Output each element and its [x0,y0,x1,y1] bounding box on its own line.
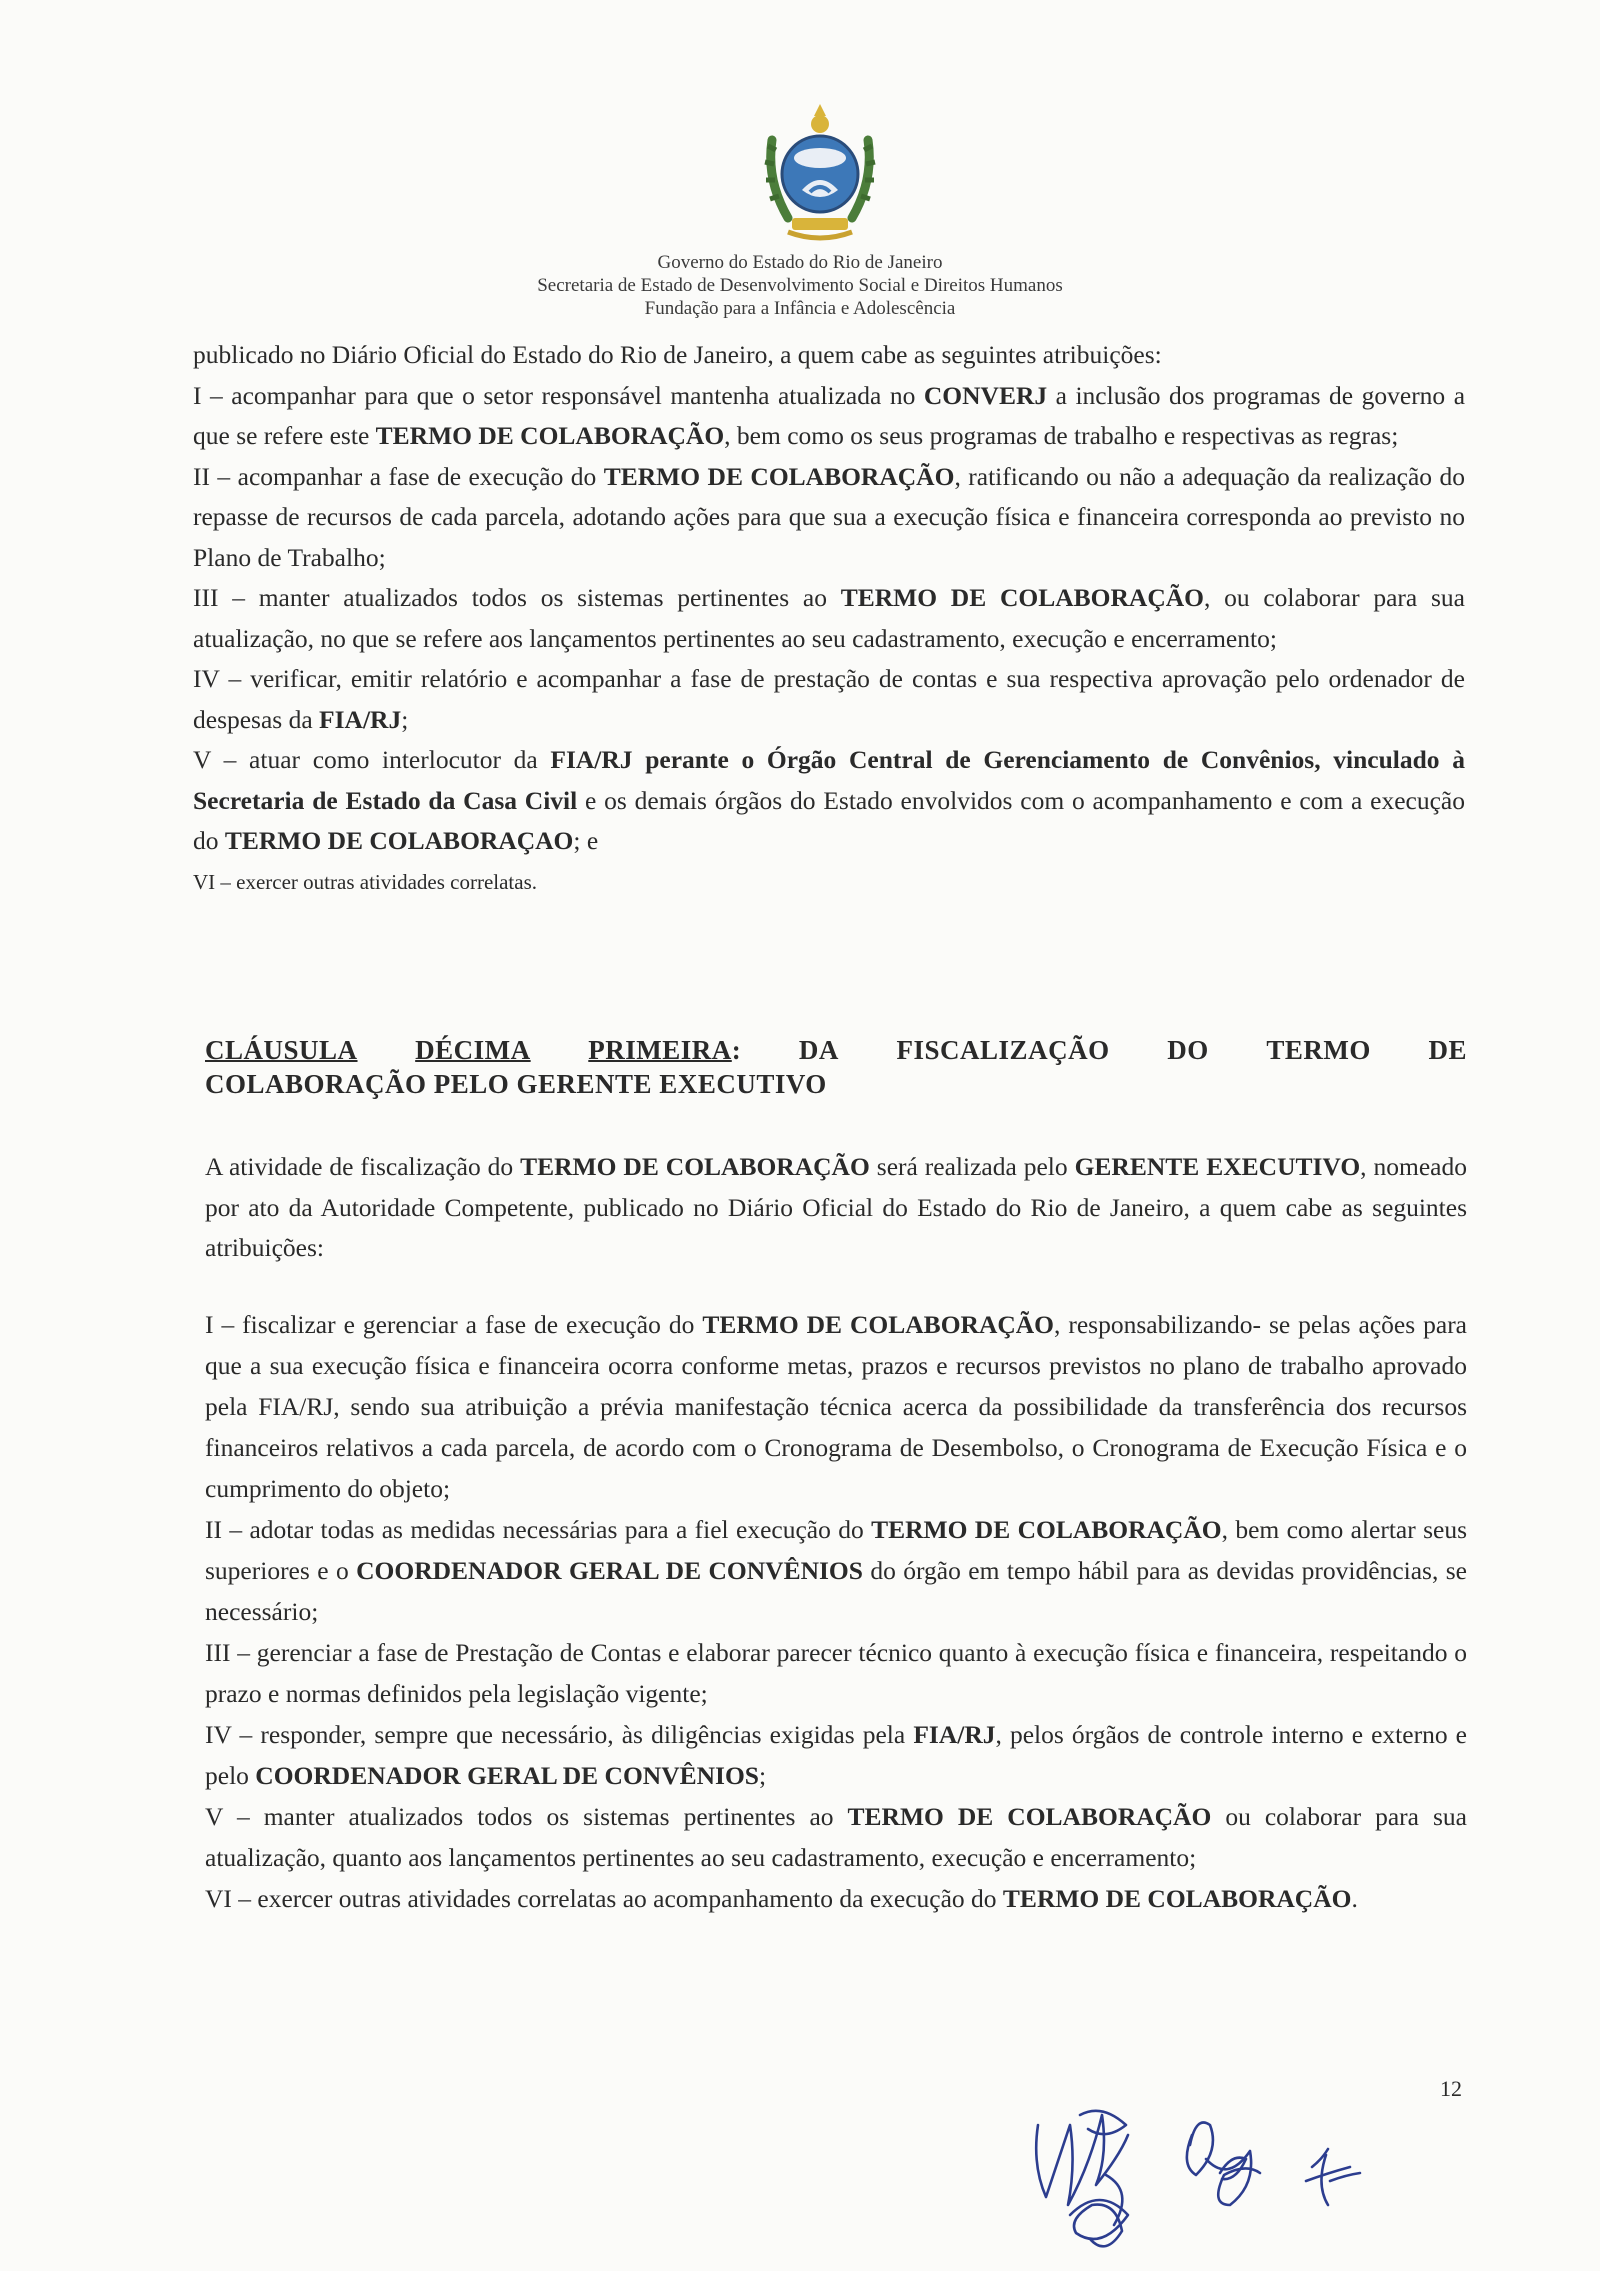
page-number: 12 [1440,2076,1462,2101]
letterhead-line-2: Secretaria de Estado de Desenvolvimento Social e Direitos Humanos [537,275,1063,296]
clause-title-word-5: DE [1428,1035,1467,1065]
list1-item-4: IV – verificar, emitir relatório e acompanhar a fase de prestação de contas e sua respectiva aprovação pelo ordenador de despesas da FIA/RJ; [193,664,1465,734]
clause-heading [205,1033,1467,1101]
list2-item-5: V – manter atualizados todos os sistemas pertinentes ao TERMO DE COLABORAÇÃO ou colaborar para sua atualização, quanto aos lançamentos pertinentes ao seu cadastramento, execução e encerramento; [205,1802,1467,1872]
list1-item-1: I – acompanhar para que o setor responsável mantenha atualizada no CONVERJ a inclusão dos programas de governo a que se refere este TERMO DE COLABORAÇÃO, bem como os seus programas de trabalho e respectivas as regras; [193,380,1466,450]
clause-heading-line-2: COLABORAÇÃO PELO GERENTE EXECUTIVO [205,1069,827,1099]
clause-title-word-4: TERMO [1266,1035,1371,1065]
list1-item-5: V – atuar como interlocutor da FIA/RJ perante o Órgão Central de Gerenciamento de Convênios, vinculado à Secretaria de Estado da Casa Civil e os demais órgãos do Estado envolvidos com o acompanhamento e com a execução do TERMO DE COLABORAÇAO; e [193,745,1465,855]
letterhead-line-3: Fundação para a Infância e Adolescência [644,298,956,319]
body-text-top [193,335,1465,902]
list2-item-3: III – gerenciar a fase de Prestação de Contas e elaborar parecer técnico quanto à execução física e financeira, respeitando o prazo e normas definidos pela legislação vigente; [205,1638,1467,1708]
list2-item-2: II – adotar todas as medidas necessárias para a fiel execução do TERMO DE COLABORAÇÃO, bem como alertar seus superiores e o COORDENADOR GERAL DE CONVÊNIOS do órgão em tempo hábil para as devidas providências, se necessário; [205,1515,1467,1626]
list2-item-1: I – fiscalizar e gerenciar a fase de execução do TERMO DE COLABORAÇÃO, responsabilizando- se pelas ações para que a sua execução física e financeira ocorra conforme metas, prazos e recursos previstos no plano de trabalho aprovado pela FIA/RJ, sendo sua atribuição a prévia manifestação técnica acerca da possibilidade da transferência dos recursos financeiros relativos a cada parcela, de acordo com o Cronograma de Desembolso, o Cronograma de Execução Física e o cumprimento do objeto; [205,1310,1467,1503]
body-text-bottom [205,1304,1467,1919]
clause-title-word-2: FISCALIZAÇÃO [896,1035,1110,1065]
clause-label-word-3: PRIMEIRA: [588,1035,742,1065]
body-text-middle [205,1147,1467,1269]
clause-label-word-2: DÉCIMA [415,1035,531,1065]
handwritten-signature-icon [1010,2055,1480,2265]
list2-item-4: IV – responder, sempre que necessário, às diligências exigidas pela FIA/RJ, pelos órgãos de controle interno e externo e pelo COORDENADOR GERAL DE CONVÊNIOS; [205,1720,1468,1790]
letterhead [0,251,1600,320]
clause-title-word-3: DO [1167,1035,1209,1065]
clause-heading-line-1 [205,1033,1467,1067]
list2-item-6: VI – exercer outras atividades correlatas ao acompanhamento da execução do TERMO DE COLABORAÇÃO. [205,1884,1358,1913]
clause-label: CLÁUSULA [205,1035,358,1065]
coat-of-arms-icon [758,100,882,248]
intro-paragraph: publicado no Diário Oficial do Estado do Rio de Janeiro, a quem cabe as seguintes atribuições: [193,340,1162,369]
list1-item-2: II – acompanhar a fase de execução do TERMO DE COLABORAÇÃO, ratificando ou não a adequação da realização do repasse de recursos de cada parcela, adotando ações para que sua a execução física e financeira corresponda ao previsto no Plano de Trabalho; [193,461,1465,572]
list1-item-6: VI – exercer outras atividades correlatas. [193,869,537,894]
fiscalizacao-paragraph: A atividade de fiscalização do TERMO DE COLABORAÇÃO será realizada pelo GERENTE EXECUTIVO, nomeado por ato da Autoridade Competente, publicado no Diário Oficial do Estado do Rio de Janeiro, a quem cabe as seguintes atribuições: [205,1152,1467,1262]
clause-title-word-1: DA [798,1035,839,1065]
list1-item-3: III – manter atualizados todos os sistemas pertinentes ao TERMO DE COLABORAÇÃO, ou colaborar para sua atualização, no que se refere aos lançamentos pertinentes ao seu cadastramento, execução e encerramento; [193,583,1465,653]
letterhead-line-1: Governo do Estado do Rio de Janeiro [657,252,943,273]
